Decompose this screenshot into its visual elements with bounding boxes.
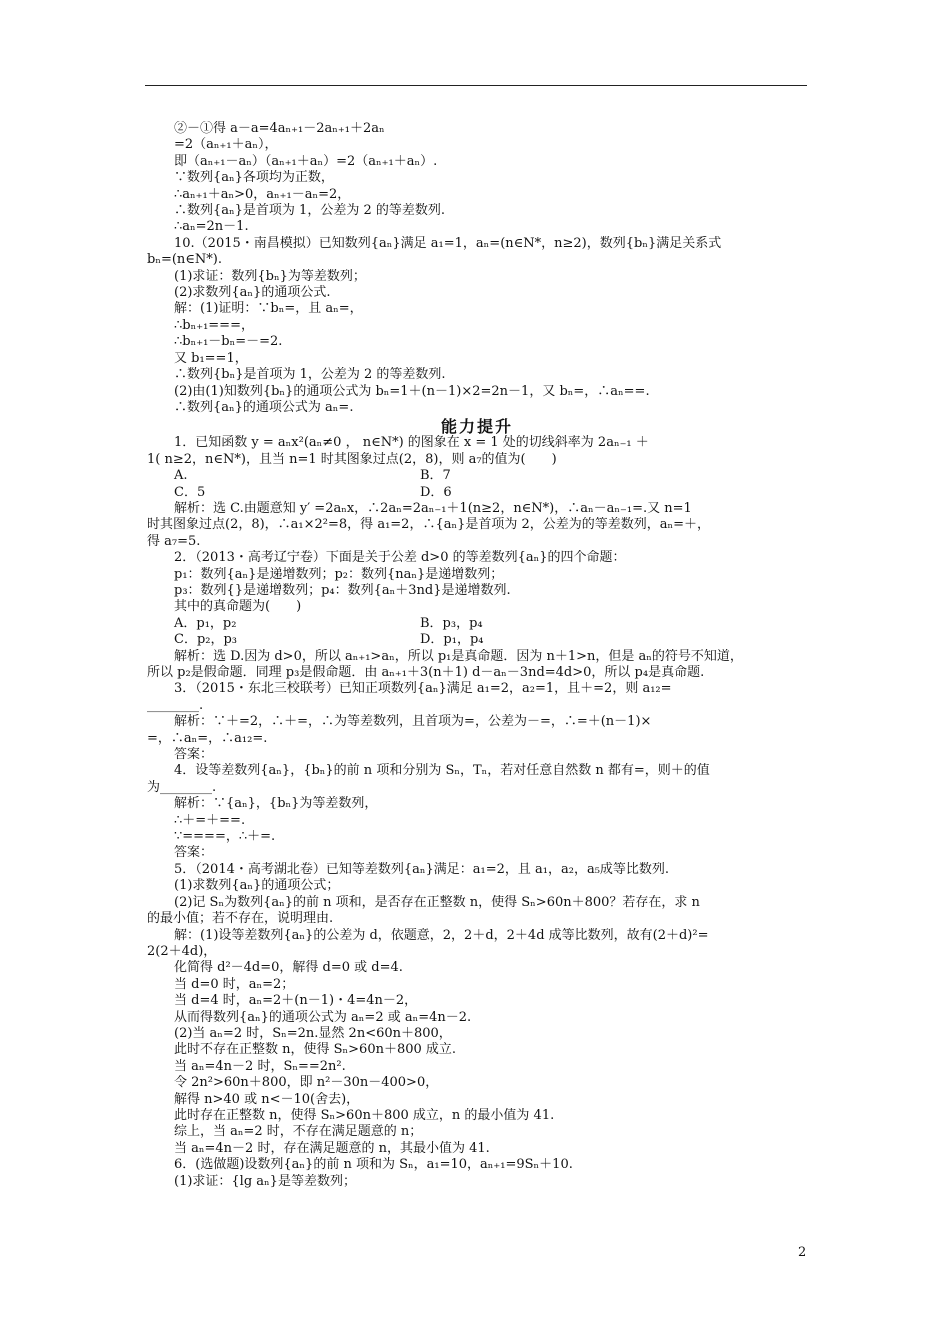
text-line: ∵数列{aₙ}各项均为正数， [174,170,334,186]
document-body [147,121,807,1190]
text-line: 即（aₙ₊₁－aₙ）（aₙ₊₁＋aₙ）=2（aₙ₊₁＋aₙ）. [174,153,438,169]
text-line: =2（aₙ₊₁＋aₙ）， [174,137,278,153]
q3-stem: 3．（2015・东北三校联考）已知正项数列{aₙ}满足 a₁=2，a₂=1，且＋=2，则 a₁₂= [174,681,672,697]
q3-answer: 答案： [174,747,214,763]
q5-solution: (2)当 aₙ=2 时，Sₙ=2n.显然 2n<60n＋800， [174,1025,452,1041]
q5-solution: 当 d=4 时，aₙ=2＋(n－1)・4=4n－2， [174,993,418,1009]
q2-option-d: D．p₁，p₄ [420,632,484,648]
text-line: (2)求数列{aₙ}的通项公式. [174,285,331,301]
q6-stem: 6．(选做题)设数列{aₙ}的前 n 项和为 Sₙ，a₁=10，aₙ₊₁=9Sₙ＋10. [174,1157,573,1173]
q2-option-a: A．p₁，p₂ [174,615,237,631]
q2-question: 其中的真命题为( ) [174,599,302,615]
text-line: ∴aₙ₊₁＋aₙ>0，aₙ₊₁－aₙ=2， [174,186,351,202]
q2-option-b: B．p₃，p₄ [420,615,483,631]
q5-solution: 令 2n²>60n＋800，即 n²－30n－400>0， [174,1075,439,1091]
problem-10-stem-cont: bₙ=(n∈N*). [147,252,222,268]
q1-option-a: A. [174,468,188,484]
q5-solution: 当 d=0 时，aₙ=2； [174,976,295,992]
text-line: ∴数列{bₙ}是首项为 1，公差为 2 的等差数列. [174,367,446,383]
q1-solution: 解析：选 C.由题意知 y′ =2aₙx，∴2aₙ=2aₙ₋₁＋1(n≥2，n∈N*)，∴aₙ－aₙ₋₁=.又 n=1 [174,500,692,516]
text-line: (1)求证：数列{bₙ}为等差数列； [174,268,366,284]
text-line: ②－①得 a－a=4aₙ₊₁－2aₙ₊₁＋2aₙ [174,121,385,136]
q4-stem-cont: 为________. [147,779,217,795]
q1-solution-cont: 时其图象过点(2，8)，∴a₁×2²=8，得 a₁=2，∴{aₙ}是首项为 2，公差为的等差数列，aₙ=＋， [147,517,711,533]
page-number: 2 [798,1245,807,1260]
q6-part: (1)求证：{lg aₙ}是等差数列； [174,1173,356,1189]
q2-stem: 2．（2013・高考辽宁卷）下面是关于公差 d>0 的等差数列{aₙ}的四个命题： [174,550,626,566]
q2-solution: 解析：选 D.因为 d>0，所以 aₙ₊₁>aₙ，所以 p₁是真命题．因为 n＋1>n，但是 aₙ的符号不知道， [174,648,743,664]
header-rule [145,85,807,86]
q1-stem-cont: 1( n≥2，n∈N*)，且当 n=1 时其图象过点(2，8)，则 a₇的值为( ) [147,451,557,467]
q5-solution: 此时存在正整数 n，使得 Sₙ>60n＋800 成立，n 的最小值为 41. [174,1107,555,1123]
q1-options-row [147,468,807,484]
q5-solution: 当 aₙ=4n－2 时，存在满足题意的 n，其最小值为 41. [174,1140,490,1156]
problem-10-stem: 10.（2015・南昌模拟）已知数列{aₙ}满足 a₁=1，aₙ=(n∈N*，n≥2)，数列{bₙ}满足关系式 [174,235,722,251]
q2-proposition: p₃：数列{}是递增数列；p₄：数列{aₙ＋3nd}是递增数列. [174,582,511,598]
q5-part: (1)求数列{aₙ}的通项公式； [174,878,340,894]
q5-solution: 解：(1)设等差数列{aₙ}的公差为 d，依题意，2，2＋d，2＋4d 成等比数列，故有(2＋d)²= [174,927,709,943]
q4-solution: 解析：∵{aₙ}，{bₙ}为等差数列， [174,796,378,812]
q5-solution: 此时不存在正整数 n，使得 Sₙ>60n＋800 成立. [174,1042,457,1058]
q3-solution-cont: =，∴aₙ=，∴a₁₂=. [147,730,268,746]
q3-stem-cont: ________. [147,697,204,713]
q1-options-row [147,485,807,501]
q5-solution: 当 aₙ=4n－2 时，Sₙ==2n². [174,1058,346,1074]
q4-answer: 答案： [174,845,214,861]
q4-stem: 4．设等差数列{aₙ}，{bₙ}的前 n 项和分别为 Sₙ，Tₙ，若对任意自然数 n 都有=，则＋的值 [174,763,710,779]
q5-solution: 化简得 d²－4d=0，解得 d=0 或 d=4. [174,960,403,976]
text-line: 又 b₁==1， [174,350,248,366]
q5-solution: 解得 n>40 或 n<－10(舍去)， [174,1091,360,1107]
q5-solution: 从而得数列{aₙ}的通项公式为 aₙ=2 或 aₙ=4n－2. [174,1009,472,1025]
q2-solution-cont: 所以 p₂是假命题．同理 p₃是假命题．由 aₙ₊₁＋3(n＋1) d－aₙ－3nd=4d>0，所以 p₄是真命题. [147,665,705,680]
q3-solution: 解析：∵＋=2，∴＋=，∴为等差数列，且首项为=，公差为－=，∴=＋(n－1)× [174,714,652,730]
text-line: ∴数列{aₙ}的通项公式为 aₙ=. [174,399,354,415]
q2-options-row [147,616,807,632]
q5-stem: 5．（2014・高考湖北卷）已知等差数列{aₙ}满足：a₁=2，且 a₁，a₂，a₅成等比数列. [174,861,670,877]
q1-option-d: D．6 [420,484,452,500]
text-line: ∴aₙ=2n－1. [174,219,249,235]
section-title: 能力提升 [440,417,513,437]
q2-proposition: p₁：数列{aₙ}是递增数列；p₂：数列{naₙ}是递增数列； [174,566,504,582]
text-line: ∴数列{aₙ}是首项为 1，公差为 2 的等差数列. [174,203,445,219]
text-line: ∴bₙ₊₁===， [174,317,254,333]
text-line: 解：(1)证明：∵bₙ=，且 aₙ=， [174,301,363,317]
q2-option-c: C．p₂，p₃ [174,632,238,648]
q2-options-row [147,632,807,648]
q1-solution-cont: 得 a₇=5. [147,533,201,549]
q4-solution: ∵====，∴＋=. [174,829,276,845]
q1-option-c: C．5 [174,484,206,500]
q1-option-b: B．7 [420,468,451,484]
q5-part: (2)记 Sₙ为数列{aₙ}的前 n 项和，是否存在正整数 n，使得 Sₙ>60n＋800？若存在，求 n [174,894,700,910]
q5-solution: 综上，当 aₙ=2 时，不存在满足题意的 n； [174,1124,423,1140]
q4-solution: ∴＋=＋==. [174,812,246,828]
q1-stem: 1．已知函数 y = aₙx²(aₙ≠0 ， n∈N*) 的图象在 x = 1 处的切线斜率为 2aₙ₋₁ ＋ [174,435,649,451]
q5-part-cont: 的最小值；若不存在，说明理由. [147,911,334,927]
text-line: (2)由(1)知数列{bₙ}的通项公式为 bₙ=1＋(n－1)×2=2n－1，又 bₙ=，∴aₙ==. [174,383,650,399]
q5-solution-cont: 2(2＋4d)， [147,943,217,959]
text-line: ∴bₙ₊₁－bₙ=－=2. [174,334,283,350]
